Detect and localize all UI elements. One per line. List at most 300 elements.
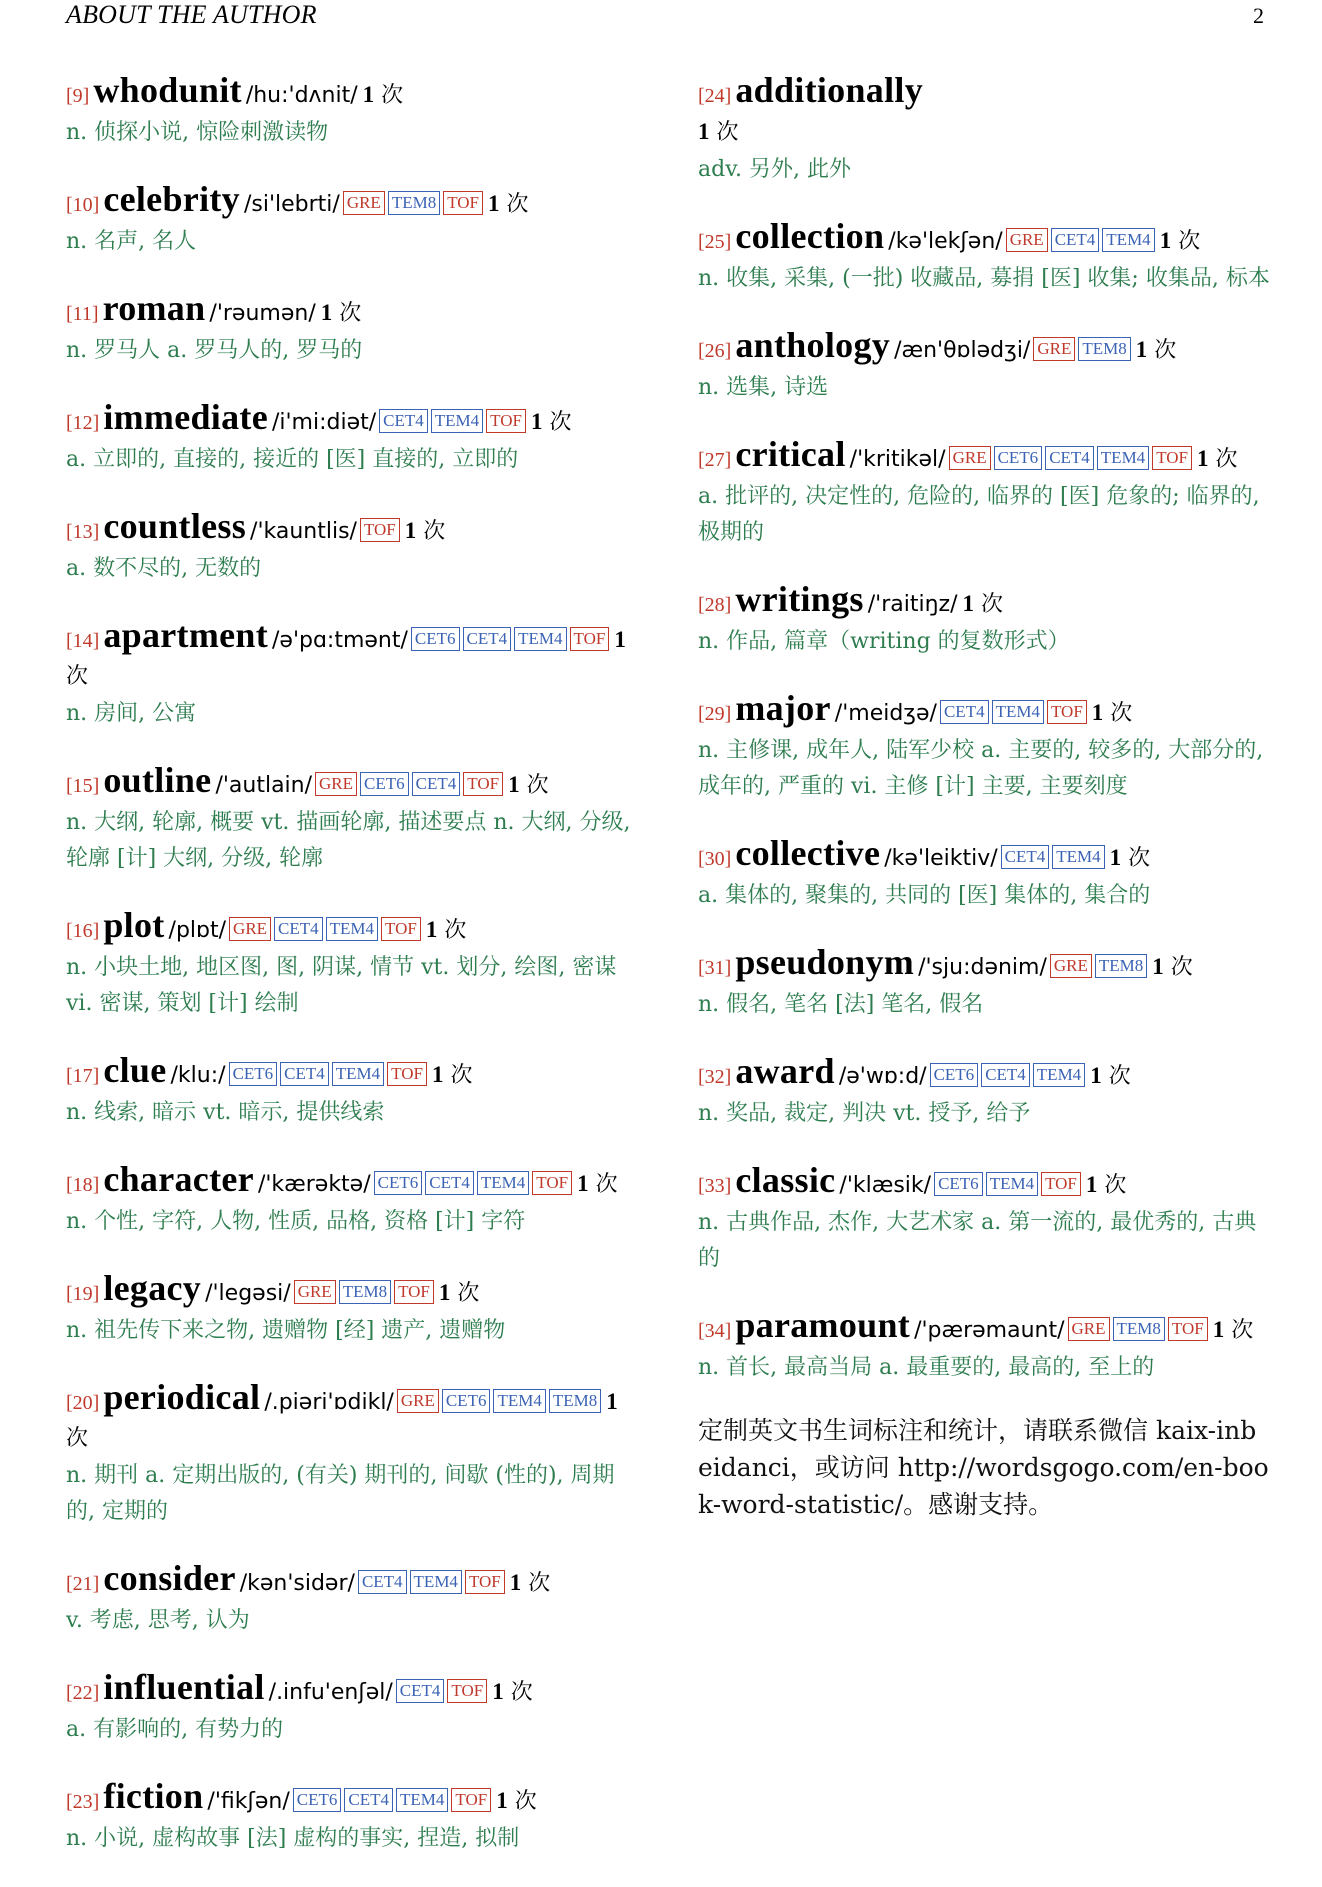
headword: celebrity bbox=[103, 179, 240, 219]
entry-number: [33] bbox=[698, 1175, 732, 1197]
definition: n. 选集, 诗选 bbox=[698, 375, 829, 400]
definition: a. 数不尽的, 无数的 bbox=[66, 556, 262, 581]
count-number: 1 bbox=[496, 1788, 508, 1813]
headword: additionally bbox=[735, 70, 923, 110]
entry-number: [16] bbox=[66, 920, 100, 942]
exam-tag-tem4: TEM4 bbox=[514, 627, 566, 651]
entry-headline bbox=[66, 1560, 636, 1602]
entry-headline bbox=[66, 1669, 636, 1711]
headword: writings bbox=[735, 579, 864, 619]
header-title: ABOUT THE AUTHOR bbox=[66, 0, 317, 29]
entry-headline bbox=[698, 72, 1270, 151]
phonetic: /ə'pɑ:tmənt/ bbox=[272, 628, 408, 653]
phonetic: /'meidʒə/ bbox=[834, 701, 937, 726]
entry-number: [21] bbox=[66, 1573, 100, 1595]
word-entry bbox=[698, 436, 1270, 551]
exam-tag-tem4: TEM4 bbox=[431, 409, 483, 433]
word-entry bbox=[698, 835, 1270, 914]
word-entry bbox=[698, 327, 1270, 406]
exam-tag-gre: GRE bbox=[229, 917, 271, 941]
exam-tag-tem4: TEM4 bbox=[477, 1171, 529, 1195]
occurrence-count bbox=[1160, 229, 1201, 254]
exam-tag-tof: TOF bbox=[443, 191, 483, 215]
entry-number: [9] bbox=[66, 85, 90, 107]
headword: influential bbox=[103, 1667, 265, 1707]
definition: n. 房间, 公寓 bbox=[66, 701, 197, 726]
count-unit: 次 bbox=[444, 918, 467, 943]
entry-number: [26] bbox=[698, 340, 732, 362]
headword: apartment bbox=[103, 615, 268, 655]
exam-tag-tof: TOF bbox=[1152, 446, 1192, 470]
exam-tag-tof: TOF bbox=[532, 1171, 572, 1195]
count-number: 1 bbox=[508, 772, 520, 797]
occurrence-count bbox=[1092, 701, 1133, 726]
count-unit: 次 bbox=[457, 1281, 480, 1306]
definition: n. 侦探小说, 惊险刺激读物 bbox=[66, 120, 329, 145]
phonetic: /si'lebrti/ bbox=[243, 192, 340, 217]
headword: roman bbox=[102, 288, 206, 328]
exam-tag-tem4: TEM4 bbox=[493, 1389, 545, 1413]
definition: n. 小说, 虚构故事 [法] 虚构的事实, 捏造, 拟制 bbox=[66, 1826, 520, 1851]
phonetic: /'pærəmaunt/ bbox=[914, 1318, 1065, 1343]
exam-tag-cet4: CET4 bbox=[280, 1062, 329, 1086]
headword: pseudonym bbox=[735, 942, 915, 982]
count-unit: 次 bbox=[506, 192, 529, 217]
exam-tag-gre: GRE bbox=[294, 1280, 336, 1304]
exam-tag-cet4: CET4 bbox=[396, 1679, 445, 1703]
occurrence-count bbox=[496, 1789, 537, 1814]
definition: n. 祖先传下来之物, 遗赠物 [经] 遗产, 遗赠物 bbox=[66, 1318, 506, 1343]
count-unit: 次 bbox=[1108, 1064, 1131, 1089]
occurrence-count bbox=[510, 1571, 551, 1596]
entry-number: [14] bbox=[66, 630, 100, 652]
phonetic: /.piəri'ɒdikl/ bbox=[264, 1390, 394, 1415]
count-number: 1 bbox=[320, 300, 333, 325]
exam-tag-gre: GRE bbox=[949, 446, 991, 470]
count-number: 1 bbox=[362, 82, 375, 107]
exam-tag-tem4: TEM4 bbox=[1052, 845, 1104, 869]
entry-headline bbox=[66, 72, 636, 114]
occurrence-count bbox=[432, 1063, 473, 1088]
exam-tag-cet6: CET6 bbox=[229, 1062, 278, 1086]
count-unit: 次 bbox=[450, 1063, 473, 1088]
occurrence-count bbox=[439, 1281, 480, 1306]
exam-tag-cet4: CET4 bbox=[1001, 845, 1050, 869]
occurrence-count bbox=[1152, 955, 1193, 980]
definition: n. 期刊 a. 定期出版的, (有关) 期刊的, 间歇 (性的), 周期的, 定期的 bbox=[66, 1463, 615, 1524]
word-entry bbox=[66, 1778, 636, 1857]
definition: n. 主修课, 成年人, 陆军少校 a. 主要的, 较多的, 大部分的, 成年的, 严重的 vi. 主修 [计] 主要, 主要刻度 bbox=[698, 738, 1264, 799]
occurrence-count bbox=[698, 120, 739, 145]
exam-tag-tem4: TEM4 bbox=[332, 1062, 384, 1086]
exam-tag-cet4: CET4 bbox=[463, 627, 512, 651]
headword: collective bbox=[735, 833, 881, 873]
count-unit: 次 bbox=[528, 1571, 551, 1596]
exam-tag-gre: GRE bbox=[1033, 337, 1075, 361]
count-unit: 次 bbox=[1231, 1318, 1254, 1343]
headword: whodunit bbox=[93, 70, 242, 110]
exam-tag-gre: GRE bbox=[397, 1389, 439, 1413]
exam-tag-cet4: CET4 bbox=[981, 1063, 1030, 1087]
exam-tag-cet4: CET4 bbox=[379, 409, 428, 433]
headword: periodical bbox=[103, 1377, 261, 1417]
headword: clue bbox=[103, 1050, 167, 1090]
exam-tag-gre: GRE bbox=[1006, 228, 1048, 252]
word-entry bbox=[66, 290, 636, 369]
headword: countless bbox=[103, 506, 247, 546]
count-number: 1 bbox=[1135, 337, 1148, 362]
entry-headline bbox=[66, 762, 636, 804]
entry-headline bbox=[698, 327, 1270, 369]
exam-tag-tof: TOF bbox=[451, 1788, 491, 1812]
exam-tag-tem8: TEM8 bbox=[1078, 337, 1130, 361]
definition: n. 大纲, 轮廓, 概要 vt. 描画轮廓, 描述要点 n. 大纲, 分级, 轮廓 [计] 大纲, 分级, 轮廓 bbox=[66, 810, 631, 871]
word-entry bbox=[698, 72, 1270, 188]
word-entry bbox=[698, 1162, 1270, 1277]
count-unit: 次 bbox=[1170, 955, 1193, 980]
count-number: 1 bbox=[530, 409, 543, 434]
occurrence-count bbox=[577, 1172, 618, 1197]
exam-tag-tem4: TEM4 bbox=[986, 1172, 1038, 1196]
entry-headline bbox=[698, 690, 1270, 732]
headword: award bbox=[735, 1051, 835, 1091]
phonetic: /'autlain/ bbox=[215, 773, 313, 798]
word-entry bbox=[66, 1379, 636, 1530]
exam-tag-tem8: TEM8 bbox=[388, 191, 440, 215]
count-number: 1 bbox=[425, 917, 438, 942]
occurrence-count bbox=[488, 192, 529, 217]
footer-note: 定制英文书生词标注和统计，请联系微信 kaix-inbeidanci，或访问 http://wordsgogo.com/en-book-word-statistic/。感谢支持。 bbox=[698, 1416, 1269, 1519]
entry-number: [28] bbox=[698, 594, 732, 616]
count-number: 1 bbox=[606, 1389, 618, 1414]
exam-tag-tem8: TEM8 bbox=[1095, 954, 1147, 978]
exam-tag-cet6: CET6 bbox=[442, 1389, 491, 1413]
exam-tag-gre: GRE bbox=[315, 772, 357, 796]
count-number: 1 bbox=[1109, 845, 1122, 870]
count-unit: 次 bbox=[381, 83, 404, 108]
exam-tag-cet6: CET6 bbox=[994, 446, 1043, 470]
exam-tag-cet6: CET6 bbox=[930, 1063, 979, 1087]
count-unit: 次 bbox=[526, 773, 549, 798]
definition: n. 首长, 最高当局 a. 最重要的, 最高的, 至上的 bbox=[698, 1355, 1155, 1380]
count-unit: 次 bbox=[1215, 447, 1238, 472]
headword: consider bbox=[103, 1558, 236, 1598]
headword: immediate bbox=[103, 397, 268, 437]
count-unit: 次 bbox=[1104, 1173, 1127, 1198]
exam-tag-tem8: TEM8 bbox=[1113, 1317, 1165, 1341]
definition: n. 奖品, 裁定, 判决 vt. 授予, 给予 bbox=[698, 1101, 1031, 1126]
phonetic: /'sju:dənim/ bbox=[918, 955, 1047, 980]
word-entry bbox=[698, 1053, 1270, 1132]
count-number: 1 bbox=[698, 119, 710, 144]
occurrence-count bbox=[405, 519, 446, 544]
occurrence-count bbox=[1213, 1318, 1254, 1343]
count-number: 1 bbox=[1091, 700, 1104, 725]
entry-headline bbox=[66, 399, 636, 441]
exam-tag-tem8: TEM8 bbox=[549, 1389, 601, 1413]
entry-number: [32] bbox=[698, 1066, 732, 1088]
exam-tag-cet6: CET6 bbox=[360, 772, 409, 796]
count-unit: 次 bbox=[66, 1426, 89, 1451]
headword: critical bbox=[735, 434, 846, 474]
entry-number: [20] bbox=[66, 1392, 100, 1414]
headword: anthology bbox=[735, 325, 891, 365]
occurrence-count bbox=[321, 301, 362, 326]
count-unit: 次 bbox=[66, 664, 89, 689]
occurrence-count bbox=[962, 592, 1003, 617]
definition: n. 个性, 字符, 人物, 性质, 品格, 资格 [计] 字符 bbox=[66, 1209, 526, 1234]
entry-headline bbox=[66, 1379, 636, 1457]
exam-tag-gre: GRE bbox=[1068, 1317, 1110, 1341]
occurrence-count bbox=[508, 773, 549, 798]
definition: adv. 另外, 此外 bbox=[698, 157, 851, 182]
headword: major bbox=[735, 688, 831, 728]
exam-tag-cet4: CET4 bbox=[274, 917, 323, 941]
count-number: 1 bbox=[1090, 1063, 1102, 1088]
definition: n. 名声, 名人 bbox=[66, 229, 197, 254]
count-unit: 次 bbox=[1154, 338, 1177, 363]
phonetic: /ə'wɒ:d/ bbox=[838, 1064, 927, 1089]
phonetic: /'fikʃən/ bbox=[207, 1789, 290, 1814]
exam-tag-cet4: CET4 bbox=[425, 1171, 474, 1195]
definition: n. 古典作品, 杰作, 大艺术家 a. 第一流的, 最优秀的, 古典的 bbox=[698, 1210, 1257, 1271]
entry-number: [10] bbox=[66, 194, 100, 216]
entry-headline bbox=[66, 1052, 636, 1094]
count-number: 1 bbox=[509, 1570, 522, 1595]
exam-tag-tem4: TEM4 bbox=[1033, 1063, 1085, 1087]
right-entries bbox=[698, 72, 1270, 1386]
entry-headline bbox=[698, 835, 1270, 877]
entry-headline bbox=[698, 1307, 1270, 1349]
phonetic: /kə'lekʃən/ bbox=[888, 229, 1003, 254]
phonetic: /kən'sidər/ bbox=[239, 1571, 355, 1596]
exam-tag-cet6: CET6 bbox=[934, 1172, 983, 1196]
entry-number: [22] bbox=[66, 1682, 100, 1704]
headword: outline bbox=[103, 760, 212, 800]
exam-tag-cet6: CET6 bbox=[374, 1171, 423, 1195]
definition: a. 集体的, 聚集的, 共同的 [医] 集体的, 集合的 bbox=[698, 883, 1151, 908]
entry-headline bbox=[698, 1053, 1270, 1095]
exam-tag-tem8: TEM8 bbox=[339, 1280, 391, 1304]
word-entry bbox=[698, 1307, 1270, 1386]
entry-number: [19] bbox=[66, 1283, 100, 1305]
word-entry bbox=[66, 1270, 636, 1349]
occurrence-count bbox=[1136, 338, 1177, 363]
headword: classic bbox=[735, 1160, 836, 1200]
exam-tag-gre: GRE bbox=[343, 191, 385, 215]
entry-number: [31] bbox=[698, 957, 732, 979]
occurrence-count bbox=[492, 1680, 533, 1705]
word-entry bbox=[66, 72, 636, 151]
entry-number: [15] bbox=[66, 775, 100, 797]
entry-headline bbox=[698, 436, 1270, 478]
definition: v. 考虑, 思考, 认为 bbox=[66, 1608, 250, 1633]
exam-tag-tof: TOF bbox=[463, 772, 503, 796]
count-number: 1 bbox=[1085, 1172, 1098, 1197]
count-unit: 次 bbox=[514, 1789, 537, 1814]
word-entry bbox=[698, 581, 1270, 660]
phonetic: /'legəsi/ bbox=[205, 1281, 291, 1306]
exam-tag-tem4: TEM4 bbox=[1097, 446, 1149, 470]
entry-number: [29] bbox=[698, 703, 732, 725]
entry-number: [23] bbox=[66, 1791, 100, 1813]
count-number: 1 bbox=[431, 1062, 444, 1087]
entry-headline bbox=[698, 218, 1270, 260]
phonetic: /klu:/ bbox=[170, 1063, 226, 1088]
exam-tag-tof: TOF bbox=[1168, 1317, 1208, 1341]
phonetic: /'klæsik/ bbox=[839, 1173, 932, 1198]
exam-tag-tem4: TEM4 bbox=[1102, 228, 1154, 252]
exam-tag-cet4: CET4 bbox=[358, 1570, 407, 1594]
exam-tag-tof: TOF bbox=[570, 627, 610, 651]
page-number: 2 bbox=[1253, 3, 1264, 28]
definition: a. 立即的, 直接的, 接近的 [医] 直接的, 立即的 bbox=[66, 447, 519, 472]
count-number: 1 bbox=[1152, 954, 1164, 979]
entry-headline bbox=[66, 508, 636, 550]
count-number: 1 bbox=[438, 1280, 451, 1305]
occurrence-count bbox=[363, 83, 404, 108]
entry-number: [24] bbox=[698, 85, 732, 107]
count-unit: 次 bbox=[1110, 701, 1133, 726]
headword: paramount bbox=[735, 1305, 911, 1345]
entry-headline bbox=[698, 1162, 1270, 1204]
occurrence-count bbox=[1090, 1064, 1131, 1089]
count-number: 1 bbox=[492, 1679, 504, 1704]
exam-tag-tem4: TEM4 bbox=[326, 917, 378, 941]
entry-number: [30] bbox=[698, 848, 732, 870]
definition: a. 有影响的, 有势力的 bbox=[66, 1717, 284, 1742]
word-entry bbox=[66, 762, 636, 877]
headword: character bbox=[103, 1159, 254, 1199]
word-entry bbox=[66, 1669, 636, 1748]
word-entry bbox=[66, 399, 636, 478]
entry-headline bbox=[66, 1270, 636, 1312]
count-number: 1 bbox=[614, 627, 626, 652]
word-entry bbox=[66, 508, 636, 587]
occurrence-count bbox=[531, 410, 572, 435]
count-unit: 次 bbox=[339, 301, 362, 326]
entry-headline bbox=[698, 581, 1270, 623]
occurrence-count bbox=[1086, 1173, 1127, 1198]
exam-tag-tof: TOF bbox=[1041, 1172, 1081, 1196]
phonetic: /'raitiŋz/ bbox=[867, 592, 958, 617]
phonetic: /'kauntlis/ bbox=[250, 519, 357, 544]
word-entry bbox=[66, 1560, 636, 1639]
count-number: 1 bbox=[962, 591, 974, 616]
count-unit: 次 bbox=[595, 1172, 618, 1197]
entry-headline bbox=[66, 1778, 636, 1820]
headword: collection bbox=[735, 216, 885, 256]
occurrence-count bbox=[1110, 846, 1151, 871]
count-unit: 次 bbox=[510, 1680, 533, 1705]
word-entry bbox=[66, 1161, 636, 1240]
word-entry bbox=[698, 944, 1270, 1023]
exam-tag-tof: TOF bbox=[387, 1062, 427, 1086]
word-entry bbox=[66, 1052, 636, 1131]
exam-tag-cet4: CET4 bbox=[1045, 446, 1094, 470]
entry-headline bbox=[66, 907, 636, 949]
exam-tag-cet4: CET4 bbox=[412, 772, 461, 796]
phonetic: /kə'leiktiv/ bbox=[884, 846, 998, 871]
count-unit: 次 bbox=[423, 519, 446, 544]
word-entry bbox=[66, 617, 636, 732]
phonetic: /.infu'enʃəl/ bbox=[268, 1680, 393, 1705]
count-unit: 次 bbox=[716, 120, 739, 145]
word-entry bbox=[698, 218, 1270, 297]
occurrence-count bbox=[1197, 447, 1238, 472]
entry-number: [34] bbox=[698, 1320, 732, 1342]
exam-tag-cet4: CET4 bbox=[1051, 228, 1100, 252]
entry-number: [11] bbox=[66, 303, 99, 325]
count-unit: 次 bbox=[1128, 846, 1151, 871]
count-number: 1 bbox=[1159, 228, 1172, 253]
definition: n. 小块土地, 地区图, 图, 阴谋, 情节 vt. 划分, 绘图, 密谋 vi. 密谋, 策划 [计] 绘制 bbox=[66, 955, 617, 1016]
count-unit: 次 bbox=[980, 592, 1003, 617]
entry-headline bbox=[66, 617, 636, 695]
definition: a. 批评的, 决定性的, 危险的, 临界的 [医] 危象的; 临界的, 极期的 bbox=[698, 484, 1260, 545]
count-number: 1 bbox=[1212, 1317, 1225, 1342]
exam-tag-tof: TOF bbox=[486, 409, 526, 433]
right-column bbox=[698, 72, 1270, 1523]
word-entry bbox=[66, 181, 636, 260]
count-number: 1 bbox=[404, 518, 417, 543]
phonetic: /i'mi:diət/ bbox=[271, 410, 377, 435]
phonetic: /hu:'dʌnit/ bbox=[245, 83, 358, 108]
entry-number: [12] bbox=[66, 412, 100, 434]
definition: n. 假名, 笔名 [法] 笔名, 假名 bbox=[698, 992, 984, 1017]
exam-tag-tof: TOF bbox=[465, 1570, 505, 1594]
phonetic: /'kærəktə/ bbox=[257, 1172, 371, 1197]
word-entry bbox=[698, 690, 1270, 805]
headword: legacy bbox=[103, 1268, 202, 1308]
count-unit: 次 bbox=[549, 410, 572, 435]
entry-headline bbox=[698, 944, 1270, 986]
exam-tag-tem4: TEM4 bbox=[410, 1570, 462, 1594]
exam-tag-tof: TOF bbox=[394, 1280, 434, 1304]
definition: n. 罗马人 a. 罗马人的, 罗马的 bbox=[66, 338, 363, 363]
exam-tag-cet4: CET4 bbox=[344, 1788, 393, 1812]
phonetic: /'rəumən/ bbox=[209, 301, 316, 326]
exam-tag-cet6: CET6 bbox=[293, 1788, 342, 1812]
left-column bbox=[66, 72, 636, 1887]
entry-number: [27] bbox=[698, 449, 732, 471]
count-number: 1 bbox=[1197, 446, 1209, 471]
phonetic: /'kritikəl/ bbox=[849, 447, 946, 472]
headword: plot bbox=[103, 905, 165, 945]
entry-number: [18] bbox=[66, 1174, 100, 1196]
occurrence-count bbox=[426, 918, 467, 943]
count-unit: 次 bbox=[1178, 229, 1201, 254]
entry-headline bbox=[66, 181, 636, 223]
count-number: 1 bbox=[577, 1171, 589, 1196]
entry-number: [25] bbox=[698, 231, 732, 253]
exam-tag-cet6: CET6 bbox=[411, 627, 460, 651]
entry-headline bbox=[66, 290, 636, 332]
exam-tag-tof: TOF bbox=[447, 1679, 487, 1703]
definition: n. 收集, 采集, (一批) 收藏品, 募捐 [医] 收集; 收集品, 标本 bbox=[698, 266, 1270, 291]
exam-tag-tem4: TEM4 bbox=[396, 1788, 448, 1812]
word-entry bbox=[66, 907, 636, 1022]
entry-headline bbox=[66, 1161, 636, 1203]
headword: fiction bbox=[103, 1776, 204, 1816]
exam-tag-cet4: CET4 bbox=[940, 700, 989, 724]
exam-tag-tof: TOF bbox=[381, 917, 421, 941]
definition: n. 作品, 篇章（writing 的复数形式） bbox=[698, 629, 1070, 654]
entry-number: [13] bbox=[66, 521, 100, 543]
phonetic: /plɒt/ bbox=[168, 918, 227, 943]
exam-tag-tof: TOF bbox=[360, 518, 400, 542]
phonetic: /æn'θɒlədʒi/ bbox=[894, 338, 1031, 363]
